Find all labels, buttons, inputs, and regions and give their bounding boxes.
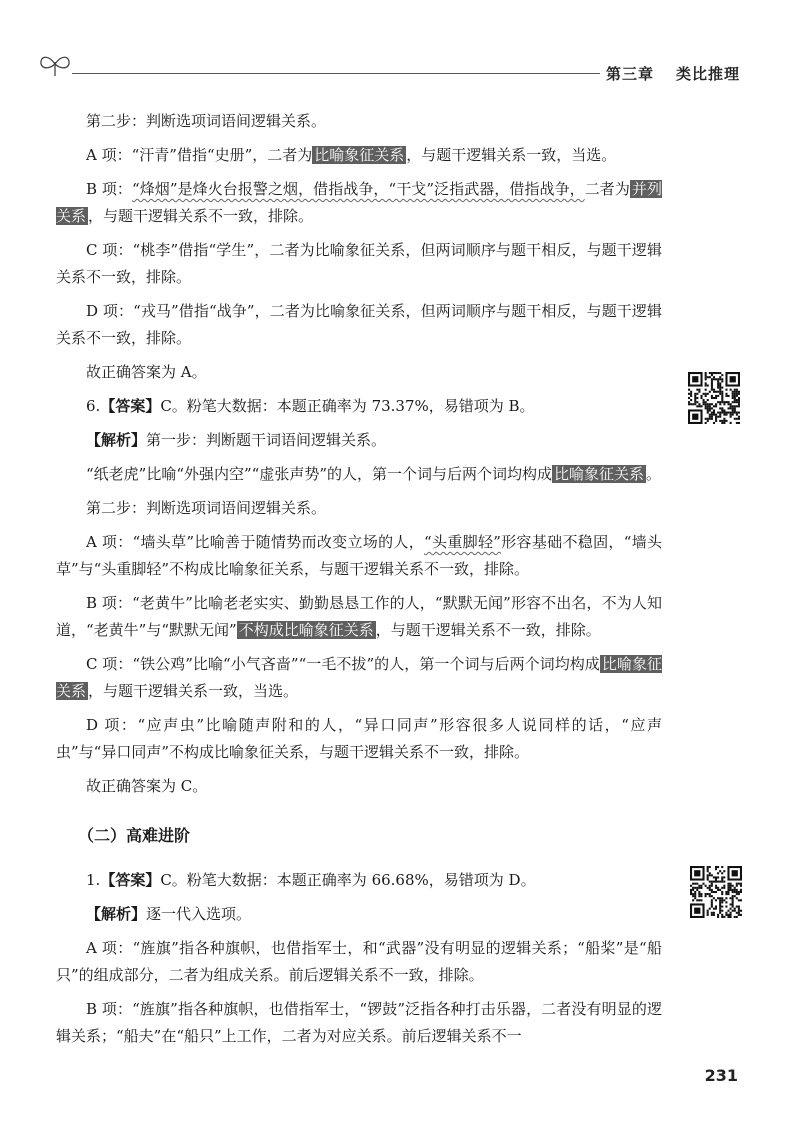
chapter-number: 第三章 xyxy=(605,65,654,83)
highlight: 比喻象征关系 xyxy=(554,465,645,483)
qr-code-icon[interactable] xyxy=(690,866,742,918)
paragraph: C 项：“铁公鸡”比喻“小气吝啬”“一毛不拔”的人，第一个词与后两个词均构成 比喻象征关系 ，与题干逻辑关系一致，当选。 xyxy=(56,655,662,700)
wavy-underline: “烽烟”是烽火台报警之烟，借指战争，“干戈”泛指武器，借指战争， xyxy=(131,180,585,198)
analysis-tag: 【解析】 xyxy=(86,905,147,923)
page-header xyxy=(38,52,750,92)
highlight: 比喻象征关系 xyxy=(314,146,405,164)
analysis-line: 【解析】逐一代入选项。 xyxy=(86,905,252,923)
paragraph: B 项：“旌旗”指各种旗帜，也借指军士，“锣鼓”泛指各种打击乐器，二者没有明显的逻辑关系；“船夫”在“船只”上工作，二者为对应关系。前后逻辑关系不一 xyxy=(56,1000,662,1045)
paragraph: 第二步：判断选项词语间逻辑关系。 xyxy=(86,499,327,517)
answer-tag: 【答案】 xyxy=(100,397,161,415)
paragraph: 故正确答案为 C。 xyxy=(86,777,208,795)
answer-line: 1.【答案】C。粉笔大数据：本题正确率为 66.68%，易错项为 D。 xyxy=(86,871,536,889)
section-title: （二）高难进阶 xyxy=(78,826,191,845)
highlight: 不构成比喻象征关系 xyxy=(238,621,374,639)
paragraph: D 项：“应声虫”比喻随声附和的人，“异口同声”形容很多人说同样的话，“应声虫”与“异口同声”不构成比喻象征关系，与题干逻辑关系不一致，排除。 xyxy=(56,716,662,761)
chapter-name: 类比推理 xyxy=(675,65,740,83)
paragraph: A 项：“墙头草”比喻善于随情势而改变立场的人，“头重脚轻”形容基础不稳固，“墙头草”与“头重脚轻”不构成比喻象征关系，与题干逻辑关系不一致，排除。 xyxy=(56,533,663,578)
leaf-icon xyxy=(38,52,72,78)
paragraph: B 项：“老黄牛”比喻老老实实、勤勤恳恳工作的人，“默默无闻”形容不出名，不为人知道，“老黄牛”与“默默无闻” 不构成比喻象征关系 ，与题干逻辑关系不一致，排除。 xyxy=(56,594,662,639)
qr-code-icon[interactable] xyxy=(688,372,740,424)
highlight: 比喻象征关系 xyxy=(56,655,662,700)
answer-line: 6.【答案】C。粉笔大数据：本题正确率为 73.37%，易错项为 B。 xyxy=(86,397,535,415)
analysis-tag: 【解析】 xyxy=(86,431,147,449)
analysis-line: 【解析】第一步：判断题干词语间逻辑关系。 xyxy=(86,431,387,449)
paragraph: A 项：“汗青”借指“史册”，二者为 比喻象征关系 ，与题干逻辑关系一致，当选。 xyxy=(86,146,617,164)
wavy-underline: “头重脚轻” xyxy=(424,533,501,551)
paragraph: D 项：“戎马”借指“战争”，二者为比喻象征关系，但两词顺序与题干相反，与题干逻辑关系不一致，排除。 xyxy=(56,302,662,347)
page-number: 231 xyxy=(704,1066,738,1085)
header-rule xyxy=(72,73,600,74)
paragraph: A 项：“旌旗”指各种旗帜，也借指军士，和“武器”没有明显的逻辑关系；“船桨”是“船只”的组成部分，二者为组成关系。前后逻辑关系不一致，排除。 xyxy=(56,939,662,984)
paragraph: B 项：“烽烟”是烽火台报警之烟，借指战争，“干戈”泛指武器，借指战争，二者为 并列关系 ，与题干逻辑关系不一致，排除。 xyxy=(56,180,662,225)
page-body xyxy=(56,108,662,1057)
chapter-title xyxy=(606,63,740,84)
paragraph: 第二步：判断选项词语间逻辑关系。 xyxy=(86,112,327,130)
answer-tag: 【答案】 xyxy=(100,871,161,889)
highlight: 并列关系 xyxy=(56,180,662,225)
paragraph: “纸老虎”比喻“外强内空”“虚张声势”的人，第一个词与后两个词均构成 比喻象征关系 。 xyxy=(86,465,662,483)
paragraph: 故正确答案为 A。 xyxy=(86,363,207,381)
paragraph: C 项：“桃李”借指“学生”，二者为比喻象征关系，但两词顺序与题干相反，与题干逻辑关系不一致，排除。 xyxy=(56,241,662,286)
